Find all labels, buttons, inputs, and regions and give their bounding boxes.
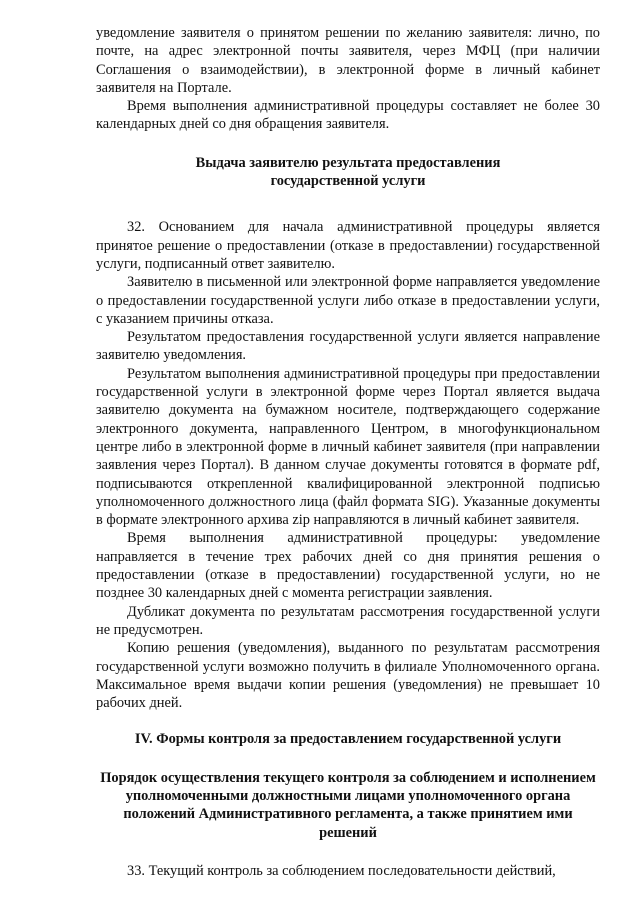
paragraph-duplicate: Дубликат документа по результатам рассмотрения государственной услуги не предусмотрен. xyxy=(96,603,600,638)
chapter-heading-control-forms: IV. Формы контроля за предоставлением государственной услуги xyxy=(134,731,562,748)
paragraph-decision-copy: Копию решения (уведомления), выданного по результатам рассмотрения государственной услуги возможно получить в филиале Уполномоченного органа. Максимальное время выдачи копии решения (уведомления) не превышает 10 рабочих дней. xyxy=(96,640,600,712)
paragraph-service-result: Результатом предоставления государственной услуги является направление заявителю уведомления. xyxy=(96,329,600,364)
paragraph-electronic-result: Результатом выполнения административной процедуры при предоставлении государственной услуги в электронной форме через Портал является выдача заявителю документа на бумажном носителе, подтверждающего содержание электронного документа, направленного Центром, в многофункциональном центре либо в электронной форме в личный кабинет заявителя (при направлении заявления через Портал). В данном случае документы готовятся в формате pdf, подписываются открепленной квалифицированной электронной подписью уполномоченного должностного лица (файл формата SIG). Указанные документы в формате электронного архива zip направляются в личный кабинет заявителя. xyxy=(96,365,600,529)
paragraph-procedure-time: Время выполнения административной процедуры составляет не более 30 календарных дней со дня обращения заявителя. xyxy=(96,98,600,133)
paragraph-applicant-notification: Заявителю в письменной или электронной форме направляется уведомление о предоставлении государственной услуги либо отказе в предоставлении услуги, с указанием причины отказа. xyxy=(96,274,600,327)
section-heading-current-control: Порядок осуществления текущего контроля за соблюдением и исполнением уполномоченными должностными лицами уполномоченного органа положений Административного регламента, а также принятием ими решений xyxy=(100,769,596,841)
paragraph-notification-time: Время выполнения административной процедуры: уведомление направляется в течение трех рабочих дней со дня принятия решения о предоставлении (отказе в предоставлении) государственной услуги, но не позднее 30 календарных дней с момента регистрации заявления. xyxy=(96,530,600,602)
paragraph-32-basis: 32. Основанием для начала административной процедуры является принятое решение о предоставлении (отказе в предоставлении) государственной услуги, подписанный ответ заявителю. xyxy=(96,219,600,272)
paragraph-notification-methods: уведомление заявителя о принятом решении по желанию заявителя: лично, по почте, на адрес электронной почты заявителя, через МФЦ (при наличии Соглашения о взаимодействии), в электронной форме в личный кабинет заявителя на Портале. xyxy=(96,25,600,96)
section-heading-result-issuance: Выдача заявителю результата предоставления государственной услуги xyxy=(195,154,501,190)
paragraph-33-current-control: 33. Текущий контроль за соблюдением последовательности действий, xyxy=(127,862,556,879)
